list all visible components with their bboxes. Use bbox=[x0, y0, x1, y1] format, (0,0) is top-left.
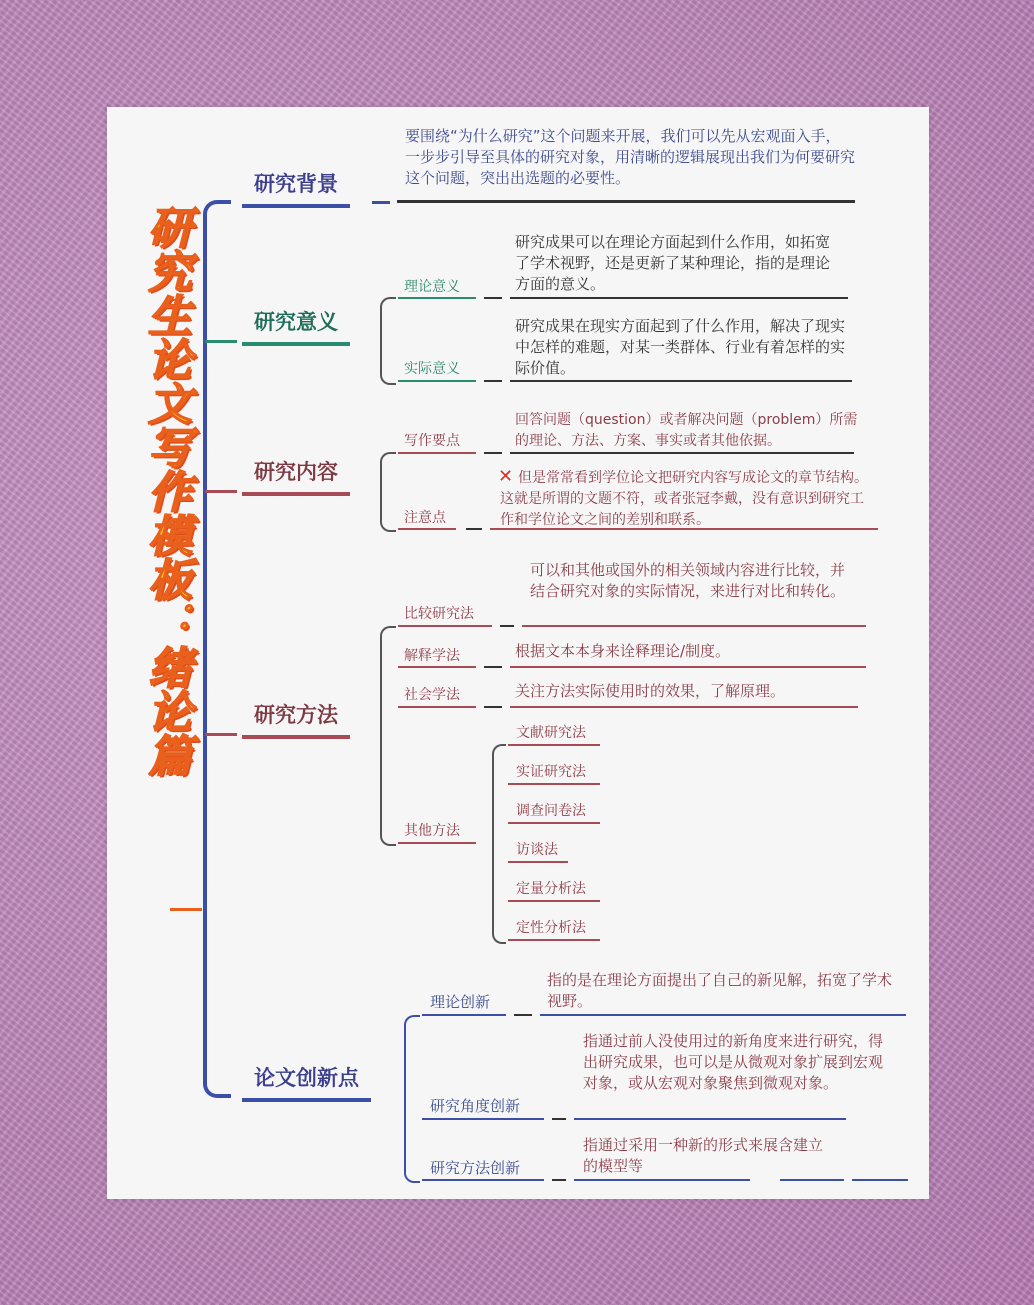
dash-notice bbox=[466, 528, 482, 530]
dash-theoretical bbox=[484, 297, 502, 299]
underline-hermeneutic-desc bbox=[510, 666, 866, 668]
sub-theory-innovation: 理论创新 bbox=[430, 993, 491, 1011]
other-method-2: 实证研究法 bbox=[516, 764, 586, 780]
underline-method-innovation-desc-1 bbox=[574, 1179, 750, 1181]
sub-other-methods: 其他方法 bbox=[404, 823, 460, 839]
line-notice bbox=[398, 528, 456, 530]
desc-writing-points: 回答问题（question）或者解决问题（problem）所需的理论、方法、方案、事实或者其他依据。 bbox=[515, 412, 858, 449]
sub-practical-significance: 实际意义 bbox=[404, 361, 460, 377]
other-method-1: 文献研究法 bbox=[516, 725, 586, 741]
underline-sociological-desc bbox=[510, 706, 858, 708]
underline-angle-innovation-desc bbox=[574, 1118, 846, 1120]
desc-method-innovation: 指通过采用一种新的形式来展含建立的模型等 bbox=[583, 1136, 824, 1175]
line-other-method-1 bbox=[508, 744, 600, 746]
dash-writing-points bbox=[484, 452, 502, 454]
sub-method-innovation: 研究方法创新 bbox=[430, 1159, 521, 1177]
desc-comparative-method: 可以和其他或国外的相关领域内容进行比较，并结合研究对象的实际情况，来进行对比和转化。 bbox=[530, 561, 846, 600]
line-sociological bbox=[398, 706, 476, 708]
line-other-method-5 bbox=[508, 900, 600, 902]
desc-theory-innovation: 指的是在理论方面提出了自己的新见解，拓宽了学术视野。 bbox=[547, 971, 893, 1010]
brace-other-methods bbox=[492, 744, 506, 944]
cross-mark-icon: ✕ bbox=[498, 466, 514, 487]
branch-mid-2 bbox=[205, 490, 237, 493]
sub-writing-points: 写作要点 bbox=[404, 433, 460, 449]
desc-practical-significance: 研究成果在现实方面起到了什么作用，解决了现实中怎样的难题，对某一类群体、行业有着怎样的实际价值。 bbox=[515, 317, 846, 377]
line-hermeneutic bbox=[398, 666, 476, 668]
dash-method-innovation bbox=[552, 1179, 566, 1181]
underline-writing-points-desc bbox=[510, 452, 854, 454]
line-practical bbox=[398, 380, 476, 382]
line-theoretical bbox=[398, 297, 476, 299]
line-angle-innovation bbox=[422, 1118, 544, 1120]
branch-mid-1 bbox=[205, 340, 237, 343]
desc-theoretical-significance: 研究成果可以在理论方面起到什么作用，如拓宽了学术视野，还是更新了某种理论，指的是理论方面的意义。 bbox=[515, 233, 831, 293]
line-method-innovation bbox=[422, 1179, 544, 1181]
sub-sociological-method: 社会学法 bbox=[404, 687, 460, 703]
node-research-background: 研究背景 bbox=[242, 168, 350, 208]
underline-practical-desc bbox=[510, 380, 852, 382]
line-other-method-4 bbox=[508, 861, 568, 863]
node-research-methods: 研究方法 bbox=[242, 699, 350, 739]
vertical-title: 研究生论文写作模板：绪论篇 bbox=[140, 205, 191, 777]
dash-theory-innovation bbox=[514, 1014, 532, 1016]
sub-comparative-method: 比较研究法 bbox=[404, 606, 474, 622]
line-other-method-3 bbox=[508, 822, 600, 824]
brace-methods bbox=[380, 626, 396, 846]
brace-innovation bbox=[404, 1015, 420, 1183]
underline-method-innovation-desc-2 bbox=[780, 1179, 844, 1181]
line-comparative bbox=[398, 625, 492, 627]
dash-sociological bbox=[484, 706, 502, 708]
other-method-4: 访谈法 bbox=[516, 842, 558, 858]
other-method-6: 定性分析法 bbox=[516, 920, 586, 936]
line-other-method-6 bbox=[508, 939, 600, 941]
sub-notice: 注意点 bbox=[404, 510, 446, 526]
sub-hermeneutic-method: 解释学法 bbox=[404, 648, 460, 664]
underline-theory-innovation-desc bbox=[540, 1014, 906, 1016]
line-theory-innovation bbox=[422, 1014, 506, 1016]
other-method-5: 定量分析法 bbox=[516, 881, 586, 897]
main-spine bbox=[203, 200, 231, 1098]
connector-background bbox=[372, 201, 390, 204]
node-innovation: 论文创新点 bbox=[242, 1062, 371, 1102]
other-method-3: 调查问卷法 bbox=[516, 803, 586, 819]
line-writing-points bbox=[398, 452, 476, 454]
brace-significance bbox=[380, 297, 396, 385]
dash-comparative bbox=[500, 625, 514, 627]
node-research-significance: 研究意义 bbox=[242, 306, 350, 346]
desc-research-background: 要围绕“为什么研究”这个问题来开展，我们可以先从宏观面入手，一步步引导至具体的研究对象，用清晰的逻辑展现出我们为何要研究这个问题，突出出选题的必要性。 bbox=[405, 127, 856, 187]
node-research-content: 研究内容 bbox=[242, 456, 350, 496]
dash-hermeneutic bbox=[484, 666, 502, 668]
line-other-method-2 bbox=[508, 783, 600, 785]
dash-practical bbox=[484, 380, 502, 382]
desc-notice: 但是常常看到学位论文把研究内容写成论文的章节结构。这就是所谓的文题不符，或者张冠李戴，没有意识到研究工作和学位论文之间的差别和联系。 bbox=[500, 470, 868, 528]
line-other-methods bbox=[398, 842, 476, 844]
title-underline bbox=[170, 908, 202, 911]
underline-method-innovation-desc-3 bbox=[852, 1179, 908, 1181]
desc-angle-innovation: 指通过前人没使用过的新角度来进行研究，得出研究成果，也可以是从微观对象扩展到宏观对象，或从宏观对象聚焦到微观对象。 bbox=[583, 1032, 884, 1092]
dash-angle-innovation bbox=[552, 1118, 566, 1120]
branch-mid-3 bbox=[205, 733, 237, 736]
sub-theoretical-significance: 理论意义 bbox=[404, 279, 460, 295]
desc-sociological-method: 关注方法实际使用时的效果，了解原理。 bbox=[515, 682, 786, 700]
desc-hermeneutic-method: 根据文本本身来诠释理论/制度。 bbox=[515, 642, 731, 660]
underline-comparative-desc bbox=[522, 625, 866, 627]
underline-theoretical-desc bbox=[510, 297, 848, 299]
underline-background-desc bbox=[397, 200, 855, 203]
sub-angle-innovation: 研究角度创新 bbox=[430, 1097, 521, 1115]
brace-content bbox=[380, 452, 396, 532]
